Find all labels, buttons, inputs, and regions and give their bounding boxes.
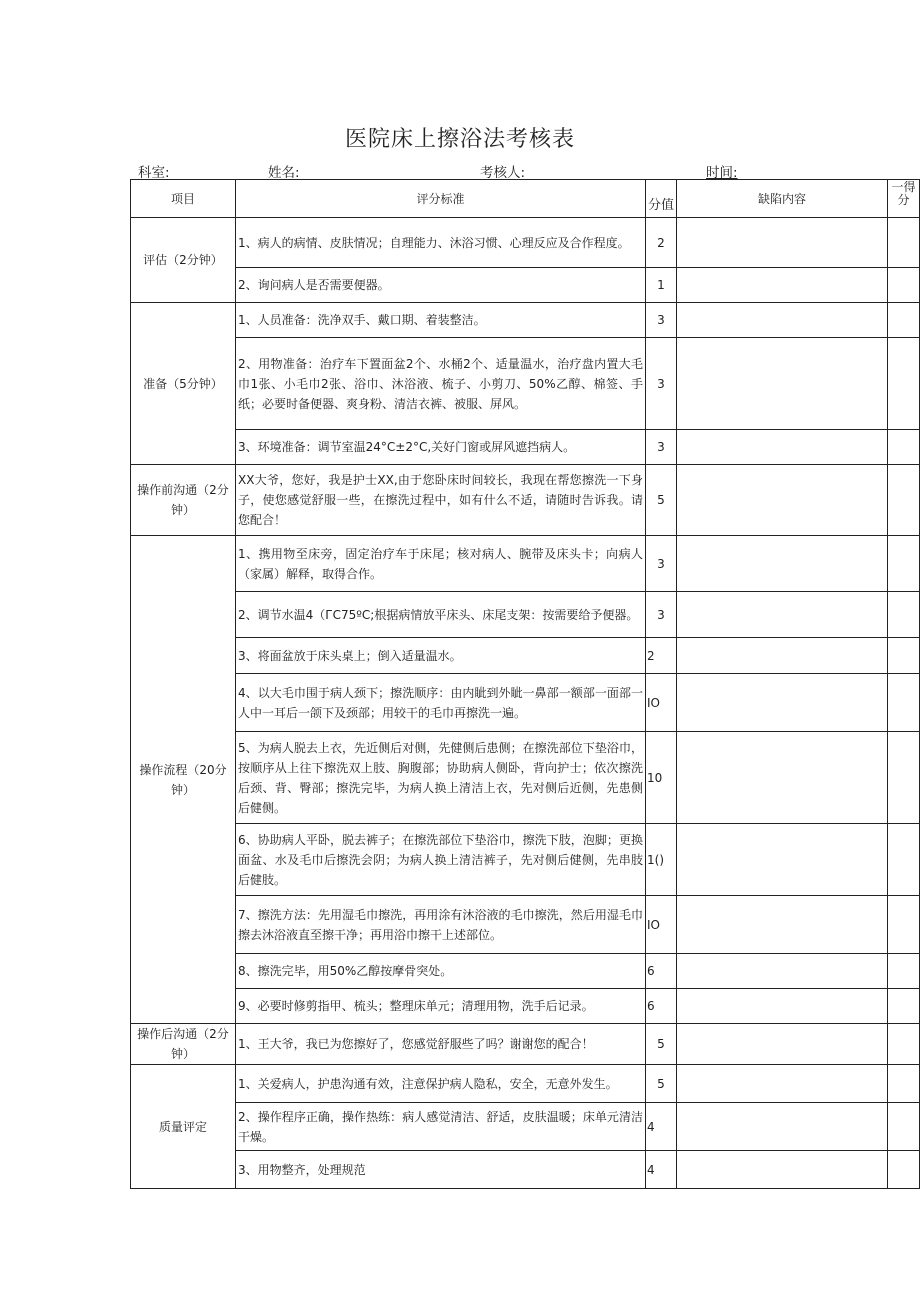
table-row (131, 954, 920, 989)
col-score-header: 一得分 (888, 180, 920, 218)
score-cell[interactable] (888, 592, 920, 638)
table-row (131, 338, 920, 430)
section-quality: 质量评定 (131, 1065, 236, 1189)
criteria-cell: 3、环境准备：调节室温24°C±2°C,关好门窗或屏风遮挡病人。 (236, 430, 646, 465)
value-cell: 4 (646, 1103, 677, 1151)
criteria-cell: 9、必要时修剪指甲、梳头；整理床单元；清理用物，洗手后记录。 (236, 989, 646, 1024)
defect-cell[interactable] (677, 896, 888, 954)
criteria-cell: XX大爷，您好，我是护士XX,由于您卧床时间较长，我现在帮您擦洗一下身子，使您感觉舒服一些，在擦洗过程中，如有什么不适，请随时告诉我。请您配合！ (236, 465, 646, 536)
value-cell: 2 (646, 638, 677, 674)
table-row (131, 592, 920, 638)
score-cell[interactable] (888, 268, 920, 303)
score-cell[interactable] (888, 338, 920, 430)
criteria-cell: 2、用物准备：治疗车下置面盆2个、水桶2个、适量温水，治疗盘内置大毛巾1张、小毛巾2张、浴巾、沐浴液、梳子、小剪刀、50%乙醇、棉签、手纸；必要时备便器、爽身粉、清洁衣裤、被服、屏风。 (236, 338, 646, 430)
criteria-cell: 1、关爱病人，护患沟通有效，注意保护病人隐私，安全，无意外发生。 (236, 1065, 646, 1103)
score-cell[interactable] (888, 1151, 920, 1189)
value-cell: 5 (646, 1065, 677, 1103)
score-cell[interactable] (888, 218, 920, 268)
table-row (131, 1103, 920, 1151)
dept-label: 科室: (138, 165, 170, 181)
col-value-header: 分值 (646, 180, 677, 218)
section-prepare: 准备（5分钟） (131, 303, 236, 465)
score-cell[interactable] (888, 824, 920, 896)
table-row (131, 218, 920, 268)
section-pre-communication: 操作前沟通（2分钟） (131, 465, 236, 536)
criteria-cell: 5、为病人脱去上衣，先近侧后对侧，先健侧后患侧；在擦洗部位下垫浴巾，按顺序从上往下擦洗双上肢、胸腹部；协助病人侧卧，背向护士；依次擦洗后颈、背、臀部；擦洗完毕，为病人换上清洁上衣，先对侧后近侧，先患侧后健侧。 (236, 732, 646, 824)
value-cell: 6 (646, 989, 677, 1024)
defect-cell[interactable] (677, 268, 888, 303)
score-cell[interactable] (888, 303, 920, 338)
score-cell[interactable] (888, 1103, 920, 1151)
score-cell[interactable] (888, 674, 920, 732)
assessment-table (130, 179, 920, 1189)
value-cell: 3 (646, 536, 677, 592)
score-cell[interactable] (888, 1024, 920, 1065)
col-criteria-header: 评分标准 (236, 180, 646, 218)
defect-cell[interactable] (677, 732, 888, 824)
defect-cell[interactable] (677, 638, 888, 674)
table-row (131, 638, 920, 674)
value-cell: 6 (646, 954, 677, 989)
defect-cell[interactable] (677, 465, 888, 536)
page-title: 医院床上擦浴法考核表 (344, 127, 575, 152)
defect-cell[interactable] (677, 954, 888, 989)
table-row (131, 1024, 920, 1065)
defect-cell[interactable] (677, 1024, 888, 1065)
defect-cell[interactable] (677, 218, 888, 268)
table-row (131, 1151, 920, 1189)
score-cell[interactable] (888, 896, 920, 954)
score-cell[interactable] (888, 638, 920, 674)
col-defect-header: 缺陷内容 (677, 180, 888, 218)
criteria-cell: 2、调节水温4（ГC75ºC;根据病情放平床头、床尾支架：按需要给予便器。 (236, 592, 646, 638)
time-label: 时间: (706, 165, 738, 181)
score-cell[interactable] (888, 430, 920, 465)
criteria-cell: 6、协助病人平卧，脱去裤子；在擦洗部位下垫浴巾，擦洗下肢，泡脚；更换面盆、水及毛巾后擦洗会阴；为病人换上清洁裤子，先对侧后健侧，先串肢后健肢。 (236, 824, 646, 896)
score-cell[interactable] (888, 465, 920, 536)
criteria-cell: 3、用物整齐，处理规范 (236, 1151, 646, 1189)
defect-cell[interactable] (677, 430, 888, 465)
value-cell: 1() (646, 824, 677, 896)
table-row (131, 824, 920, 896)
defect-cell[interactable] (677, 338, 888, 430)
criteria-cell: 8、擦洗完毕，用50%乙醇按摩骨突处。 (236, 954, 646, 989)
table-row (131, 268, 920, 303)
criteria-cell: 3、将面盆放于床头桌上；倒入适量温水。 (236, 638, 646, 674)
value-cell: IO (646, 896, 677, 954)
defect-cell[interactable] (677, 592, 888, 638)
defect-cell[interactable] (677, 674, 888, 732)
table-row (131, 674, 920, 732)
col-item-header: 项目 (131, 180, 236, 218)
criteria-cell: 2、询问病人是否需要便器。 (236, 268, 646, 303)
defect-cell[interactable] (677, 303, 888, 338)
table-header-row (131, 180, 920, 218)
score-cell[interactable] (888, 732, 920, 824)
criteria-cell: 2、操作程序正确，操作热练：病人感觉清洁、舒适，皮肤温暖；床单元清洁干燥。 (236, 1103, 646, 1151)
criteria-cell: 1、病人的病情、皮肤情况；自理能力、沐浴习惯、心理反应及合作程度。 (236, 218, 646, 268)
defect-cell[interactable] (677, 989, 888, 1024)
section-procedure: 操作流程（20分钟） (131, 536, 236, 1024)
name-label: 姓名: (268, 165, 300, 181)
table-row (131, 430, 920, 465)
value-cell: 3 (646, 592, 677, 638)
criteria-cell: 1、王大爷，我已为您擦好了，您感觉舒服些了吗？谢谢您的配合！ (236, 1024, 646, 1065)
value-cell: 5 (646, 1024, 677, 1065)
table-row (131, 1065, 920, 1103)
criteria-cell: 7、擦洗方法：先用湿毛巾擦洗，再用涂有沐浴液的毛巾擦洗，然后用湿毛巾擦去沐浴液直至擦干净；再用浴巾擦干上述部位。 (236, 896, 646, 954)
value-cell: 3 (646, 430, 677, 465)
criteria-cell: 1、人员准备：洗净双手、戴口期、着装整洁。 (236, 303, 646, 338)
defect-cell[interactable] (677, 824, 888, 896)
value-cell: IO (646, 674, 677, 732)
table-row (131, 989, 920, 1024)
table-row (131, 303, 920, 338)
score-cell[interactable] (888, 989, 920, 1024)
table-row (131, 732, 920, 824)
value-cell: 1 (646, 268, 677, 303)
table-row (131, 536, 920, 592)
score-cell[interactable] (888, 954, 920, 989)
defect-cell[interactable] (677, 1065, 888, 1103)
criteria-cell: 1、携用物至床旁，固定治疗车于床尾；核对病人、腕带及床头卡；向病人（家属）解释，取得合作。 (236, 536, 646, 592)
value-cell: 3 (646, 303, 677, 338)
value-cell: 3 (646, 338, 677, 430)
criteria-cell: 4、以大毛巾围于病人颈下；擦洗顺序：由内眦到外眦一鼻部一额部一面部一人中一耳后一颌下及颈部；用较干的毛巾再擦洗一遍。 (236, 674, 646, 732)
value-cell: 4 (646, 1151, 677, 1189)
section-post-communication: 操作后沟通（2分钟） (131, 1024, 236, 1065)
defect-cell[interactable] (677, 1103, 888, 1151)
defect-cell[interactable] (677, 1151, 888, 1189)
section-assess: 评估（2分钟） (131, 218, 236, 303)
examiner-label: 考核人: (480, 165, 526, 181)
value-cell: 2 (646, 218, 677, 268)
score-cell[interactable] (888, 1065, 920, 1103)
value-cell: 10 (646, 732, 677, 824)
score-cell[interactable] (888, 536, 920, 592)
defect-cell[interactable] (677, 536, 888, 592)
table-row (131, 896, 920, 954)
value-cell: 5 (646, 465, 677, 536)
table-row (131, 465, 920, 536)
